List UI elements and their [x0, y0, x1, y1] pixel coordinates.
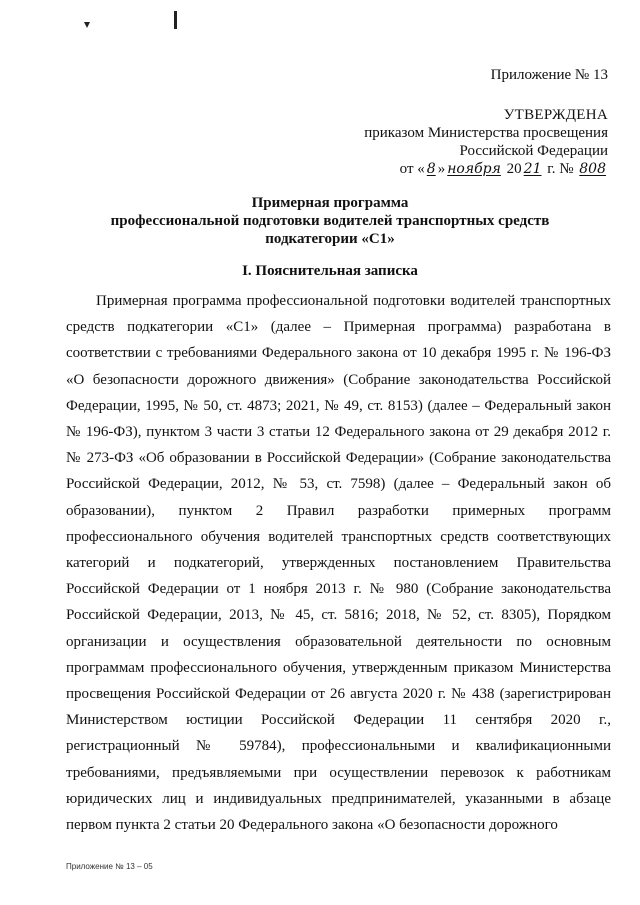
approval-block — [278, 66, 608, 178]
order-date-line — [278, 160, 608, 178]
handwritten-order-number: 808 — [579, 161, 606, 177]
title-line2: профессиональной подготовки водителей транспортных средств — [110, 213, 550, 229]
handwritten-year: 21 — [523, 161, 542, 177]
date-year-prefix: 20 — [506, 161, 522, 177]
body-paragraph: Примерная программа профессиональной подготовки водителей транспортных средств подкатегории «C1» (далее – Примерная программа) разработана в соответствии с требованиями Федерального закона от 10 декабря 1995 г. № 196-ФЗ «О безопасности дорожного движения» (Собрание законодательства Российской Федерации, 1995, № 50, ст. 4873; 2021, № 49, ст. 8153) (далее – Федеральный закон № 196-ФЗ), пунктом 3 части 3 статьи 12 Федерального закона от 29 декабря 2012 г. № 273-ФЗ «Об образовании в Российской Федерации» (Собрание законодательства Российской Федерации, 2012, № 53, ст. 7598) (далее – Федеральный закон об образовании), пунктом 2 Правил разработки примерных программ профессионального обучения водителей транспортных средств соответствующих категорий и подкатегорий, утвержденных постановлением Правительства Российской Федерации от 1 ноября 2013 г. № 980 (Собрание законодательства Российской Федерации, 2013, № 45, ст. 5816; 2018, № 52, ст. 8305), Порядком организации и осуществления образовательной деятельности по основным программам профессионального обучения, утвержденным приказом Министерства просвещения Российской Федерации от 26 августа 2020 г. № 438 (зарегистрирован Министерством юстиции Российской Федерации 11 сентября 2020 г., регистрационный № 59784), профессиональными и квалификационными требованиями, предъявляемыми при осуществлении перевозок к работникам юридических лиц и индивидуальных предпринимателей, указанными в абзаце первом пункта 2 статьи 20 Федерального закона «О безопасности дорожного — [66, 293, 611, 834]
handwritten-day: 8 — [426, 161, 436, 177]
title-line1: Примерная программа — [251, 195, 409, 211]
handwritten-month: ноября — [447, 161, 501, 177]
approved-label: УТВЕРЖДЕНА — [503, 107, 608, 123]
document-title — [60, 194, 600, 248]
annex-number: Приложение № 13 — [490, 67, 608, 83]
order-issuer-line1: приказом Министерства просвещения — [364, 125, 608, 141]
order-issuer-line2: Российской Федерации — [459, 143, 608, 159]
date-prefix: от « — [399, 161, 425, 177]
date-mid: » — [437, 161, 446, 177]
scan-artifact-mark — [84, 22, 90, 28]
date-suffix: г. № — [547, 161, 574, 177]
section-heading: I. Пояснительная записка — [242, 263, 418, 279]
scan-artifact-bar — [174, 11, 177, 29]
page-footer: Приложение № 13 – 05 — [66, 862, 153, 871]
title-line3: подкатегории «C1» — [265, 231, 395, 247]
